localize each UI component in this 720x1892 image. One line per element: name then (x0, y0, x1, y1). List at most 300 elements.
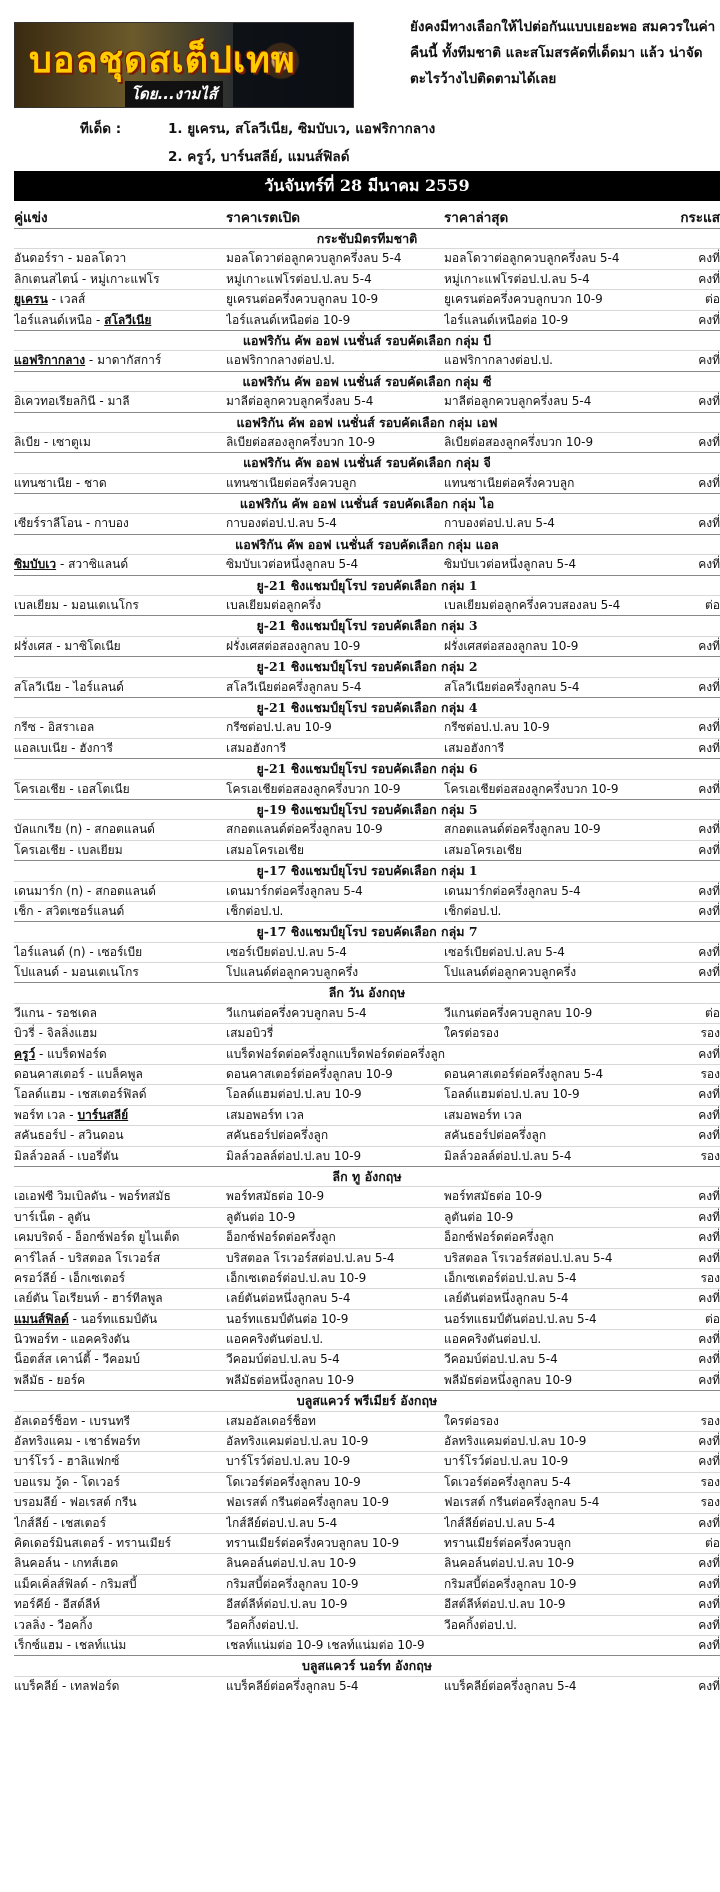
section-heading: บลูสแควร์ นอร์ท อังกฤษ (14, 1655, 720, 1675)
match-cell: ฝรั่งเศส - มาซิโดเนีย (14, 638, 121, 653)
latest-odds-cell: ลินคอล์นต่อป.ป.ลบ 10-9 (444, 1556, 575, 1571)
col-open-odds: ราคาเรตเปิด (226, 210, 301, 226)
table-row (14, 677, 720, 697)
latest-odds-cell: แทนซาเนียต่อครึ่งควบลูก (444, 475, 575, 490)
open-odds-cell: วีคอมบ์ต่อป.ป.ลบ 5-4 (226, 1352, 340, 1367)
table-row (14, 1574, 720, 1594)
open-odds-cell: มอลโดวาต่อลูกควบลูกครึ่งลบ 5-4 (226, 251, 402, 266)
section-heading: แอฟริกัน คัพ ออฟ เนชั่นส์ รอบคัดเลือก กลุ่ม แอล (14, 534, 720, 554)
table-row (14, 1594, 720, 1614)
match-cell: เซียร์ราลีโอน - กาบอง (14, 516, 129, 531)
table-row (14, 1064, 720, 1084)
picked-team: ครูว์ (14, 1046, 36, 1061)
latest-odds-cell: หมู่เกาะแฟโรต่อป.ป.ลบ 5-4 (444, 271, 590, 286)
open-odds-cell: โครเอเชียต่อสองลูกครึ่งบวก 10-9 (226, 781, 401, 796)
match-cell: เช็ก - สวิตเซอร์แลนด์ (14, 903, 125, 918)
article-header (0, 0, 720, 168)
open-odds-cell: เอ็กเซเตอร์ต่อป.ป.ลบ 10-9 (226, 1270, 367, 1285)
match-cell: บัลแกเรีย (n) - สกอตแลนด์ (14, 822, 155, 837)
match-cell: ซิมบับเว - สวาซิแลนด์ (14, 557, 129, 572)
open-odds-cell: อัลทริงแคมต่อป.ป.ลบ 10-9 (226, 1434, 369, 1449)
table-row (14, 1451, 720, 1471)
match-cell: ลินคอล์น - เกทส์เฮด (14, 1556, 119, 1571)
table-row (14, 901, 720, 921)
table-row (14, 554, 720, 574)
open-odds-cell: มิลล์วอลล์ต่อป.ป.ลบ 10-9 (226, 1148, 362, 1163)
match-cell: แอฟริกากลาง - มาดากัสการ์ (14, 353, 162, 368)
match-cell: สโลวีเนีย - ไอร์แลนด์ (14, 679, 124, 694)
section-heading: แอฟริกัน คัพ ออฟ เนชั่นส์ รอบคัดเลือก กลุ่ม ไอ (14, 493, 720, 513)
section-heading: ยู-21 ชิงแชมป์ยุโรป รอบคัดเลือก กลุ่ม 1 (14, 575, 720, 595)
date-banner: วันจันทร์ที่ 28 มีนาคม 2559 (14, 171, 720, 201)
trend-cell: คงที่ (698, 1372, 720, 1387)
match-cell: ไอร์แลนด์ (n) - เซอร์เบีย (14, 944, 143, 959)
latest-odds-cell: ลูตันต่อ 10-9 (444, 1209, 514, 1224)
trend-cell: คงที่ (698, 516, 720, 531)
trend-cell: คงที่ (698, 679, 720, 694)
open-odds-cell: วีอคกิ้งต่อป.ป. (226, 1617, 299, 1632)
picks-label: ทีเด็ด : (80, 121, 122, 137)
open-odds-cell: เซอร์เบียต่อป.ป.ลบ 5-4 (226, 944, 347, 959)
table-row (14, 1553, 720, 1573)
trend-cell: คงที่ (698, 740, 720, 755)
trend-cell: คงที่ (698, 1107, 720, 1122)
match-cell: แบร็คลีย์ - เทลฟอร์ด (14, 1678, 120, 1693)
open-odds-cell: สกอตแลนด์ต่อครึ่งลูกลบ 10-9 (226, 822, 383, 837)
table-row (14, 738, 720, 758)
match-cell: เดนมาร์ก (n) - สกอตแลนด์ (14, 883, 156, 898)
trend-cell: คงที่ (698, 1678, 720, 1693)
table-row (14, 1513, 720, 1533)
table-row (14, 1288, 720, 1308)
latest-odds-cell: วีคอมบ์ต่อป.ป.ลบ 5-4 (444, 1352, 558, 1367)
table-row (14, 1309, 720, 1329)
table-row (14, 248, 720, 268)
trend-cell: คงที่ (698, 1189, 720, 1204)
open-odds-cell: เสมอบิวรี่ (226, 1026, 274, 1041)
trend-cell: คงที่ (698, 1576, 720, 1591)
latest-odds-cell: เช็กต่อป.ป. (444, 903, 502, 918)
latest-odds-cell: อีสต์ลีห์ต่อป.ป.ลบ 10-9 (444, 1597, 566, 1612)
latest-odds-cell: ทรานเมียร์ต่อครึ่งควบลูก (444, 1536, 572, 1550)
open-odds-cell: เดนมาร์กต่อครึ่งลูกลบ 5-4 (226, 883, 363, 898)
latest-odds-cell: กริมสบี้ต่อครึ่งลูกลบ 10-9 (444, 1576, 577, 1591)
odds-table (14, 228, 720, 1696)
table-row (14, 595, 720, 615)
match-cell: อันดอร์รา - มอลโดวา (14, 251, 127, 266)
trend-cell: คงที่ (698, 842, 720, 857)
section-heading: ยู-21 ชิงแชมป์ยุโรป รอบคัดเลือก กลุ่ม 2 (14, 656, 720, 676)
table-row (14, 1492, 720, 1512)
latest-odds-cell: แอฟริกากลางต่อป.ป. (444, 353, 553, 368)
table-row (14, 1268, 720, 1288)
open-odds-cell: กรีซต่อป.ป.ลบ 10-9 (226, 720, 332, 735)
trend-cell: รอง (700, 1026, 720, 1041)
section-heading: กระชับมิตรทีมชาติ (14, 228, 720, 248)
match-cell: บรอมลีย์ - ฟอเรสต์ กรีน (14, 1495, 137, 1510)
match-cell: แมนส์ฟิลด์ - นอร์ทแธมป์ตัน (14, 1311, 158, 1326)
trend-cell: คงที่ (698, 475, 720, 490)
table-row (14, 350, 720, 370)
match-cell: แม็คเคิ่ลส์ฟิลด์ - กริมสบี้ (14, 1576, 137, 1591)
latest-odds-cell: ไอร์แลนด์เหนือต่อ 10-9 (444, 312, 569, 327)
section-heading: ยู-17 ชิงแชมป์ยุโรป รอบคัดเลือก กลุ่ม 7 (14, 921, 720, 941)
trend-cell: คงที่ (698, 1434, 720, 1449)
table-row (14, 840, 720, 860)
table-row (14, 269, 720, 289)
open-odds-cell: สคันธอร์ปต่อครึ่งลูก (226, 1128, 329, 1143)
trend-cell: ต่อ (705, 1311, 720, 1326)
match-cell: อัลทริงแคม - เชาธ์พอร์ท (14, 1434, 141, 1449)
table-row (14, 1329, 720, 1349)
match-cell: คาร์ไลล์ - บริสตอล โรเวอร์ส (14, 1250, 161, 1265)
match-cell: อัลเดอร์ช็อท - เบรนทรี (14, 1413, 131, 1428)
trend-cell: คงที่ (698, 965, 720, 980)
section-heading: ลีก ทู อังกฤษ (14, 1166, 720, 1186)
trend-cell: คงที่ (698, 1291, 720, 1306)
open-odds-cell: โปแลนด์ต่อลูกควบลูกครึ่ง (226, 965, 359, 980)
match-cell: เร็กซ์แฮม - เชลท์แน่ม (14, 1637, 127, 1652)
open-odds-cell: เช็กต่อป.ป. (226, 903, 284, 918)
table-row (14, 1370, 720, 1390)
match-cell: บิวรี่ - จิลลิ่งแฮม (14, 1026, 98, 1041)
latest-odds-cell: เบลเยียมต่อลูกครึ่งควบสองลบ 5-4 (444, 598, 621, 613)
logo-byline: โดย...งามไส้ (125, 81, 223, 107)
open-odds-cell: แทนซาเนียต่อครึ่งควบลูก (226, 475, 357, 490)
latest-odds-cell: ยูเครนต่อครึ่งควบลูกบวก 10-9 (444, 292, 603, 307)
latest-odds-cell: เลย์ตันต่อหนึ่งลูกลบ 5-4 (444, 1291, 569, 1306)
match-cell: โปแลนด์ - มอนเตเนโกร (14, 965, 139, 980)
table-row (14, 289, 720, 309)
table-row (14, 1635, 720, 1655)
table-row (14, 779, 720, 799)
latest-odds-cell: อัลทริงแคมต่อป.ป.ลบ 10-9 (444, 1434, 587, 1449)
trend-cell: คงที่ (698, 1087, 720, 1102)
match-cell: แทนซาเนีย - ชาด (14, 475, 107, 490)
open-odds-cell: กริมสบี้ต่อครึ่งลูกลบ 10-9 (226, 1576, 359, 1591)
table-row (14, 1044, 720, 1064)
top-picks (80, 115, 435, 171)
trend-cell: รอง (700, 1413, 720, 1428)
latest-odds-cell: ใครต่อรอง (444, 1413, 499, 1428)
latest-odds-cell: โปแลนด์ต่อลูกควบลูกครึ่ง (444, 965, 577, 980)
intro-text: ยังคงมีทางเลือกให้ไปต่อกันแบบเยอะพอ สมควรในค่าคืนนี้ ทั้งทีมชาติ และสโมสรคัดที่เด็ดมา แล้ว น่าจัดตะไรว้างไปติดตามได้เลย (410, 19, 716, 87)
trend-cell: คงที่ (698, 1128, 720, 1143)
trend-cell: คงที่ (698, 822, 720, 837)
open-odds-cell: เบลเยียมต่อลูกครึ่ง (226, 598, 322, 613)
trend-cell: คงที่ (698, 1250, 720, 1265)
open-odds-cell: ลิเบียต่อสองลูกครึ่งบวก 10-9 (226, 434, 376, 449)
picked-team: แอฟริกากลาง (14, 353, 86, 368)
table-row (14, 881, 720, 901)
match-cell: เลย์ตัน โอเรียนท์ - ฮาร์ทีลพูล (14, 1291, 163, 1306)
match-cell: ดอนคาสเตอร์ - แบล็คพูล (14, 1067, 143, 1082)
match-cell: วีแกน - รอชเดล (14, 1005, 97, 1020)
open-odds-cell: ทรานเมียร์ต่อครึ่งควบลูกลบ 10-9 (226, 1536, 400, 1550)
match-cell: ครอว์ลีย์ - เอ็กเซเตอร์ (14, 1270, 126, 1285)
section-heading: บลูสแควร์ พรีเมียร์ อังกฤษ (14, 1390, 720, 1410)
latest-odds-cell: มาลีต่อลูกควบลูกครึ่งลบ 5-4 (444, 394, 592, 409)
latest-odds-cell: วีอคกิ้งต่อป.ป. (444, 1617, 517, 1632)
table-row (14, 1227, 720, 1247)
match-cell: ครูว์ - แบร็ดฟอร์ด (14, 1046, 107, 1061)
latest-odds-cell: อ็อกซ์ฟอร์ดต่อครึ่งลูก (444, 1230, 554, 1245)
trend-cell: คงที่ (698, 1556, 720, 1571)
open-odds-cell: เสมอพอร์ท เวล (226, 1107, 305, 1122)
table-row (14, 1411, 720, 1431)
open-odds-cell: เสมออัลเดอร์ช็อท (226, 1413, 316, 1428)
trend-cell: รอง (700, 1148, 720, 1163)
picked-team: ซิมบับเว (14, 557, 57, 572)
trend-cell: ต่อ (705, 598, 720, 613)
open-odds-cell: ไกส์ลีย์ต่อป.ป.ลบ 5-4 (226, 1515, 338, 1530)
table-row (14, 1023, 720, 1043)
trend-cell: รอง (700, 1067, 720, 1082)
open-odds-cell: ฟอเรสต์ กรีนต่อครึ่งลูกลบ 10-9 (226, 1495, 390, 1510)
col-trend: กระแส (680, 210, 720, 226)
match-cell: เอเอฟซี วิมเบิลดัน - พอร์ทสมัธ (14, 1189, 171, 1204)
open-odds-cell: แอคคริงตันต่อป.ป. (226, 1332, 324, 1347)
latest-odds-cell: ฝรั่งเศสต่อสองลูกลบ 10-9 (444, 638, 579, 653)
table-row (14, 391, 720, 411)
trend-cell: คงที่ (698, 434, 720, 449)
match-cell: สคันธอร์ป - สวินดอน (14, 1128, 124, 1143)
trend-cell: คงที่ (698, 1617, 720, 1632)
trend-cell: คงที่ (698, 271, 720, 286)
match-cell: ไอร์แลนด์เหนือ - สโลวีเนีย (14, 312, 152, 327)
open-odds-cell: โอลด์แฮมต่อป.ป.ลบ 10-9 (226, 1087, 362, 1102)
latest-odds-cell: เสมอฮังการี (444, 740, 505, 755)
match-cell: มิลล์วอลล์ - เบอรี่ตัน (14, 1148, 119, 1163)
table-row (14, 819, 720, 839)
table-row (14, 1615, 720, 1635)
latest-odds-cell: แบร็คลีย์ต่อครึ่งลูกลบ 5-4 (444, 1678, 577, 1693)
section-heading: ยู-17 ชิงแชมป์ยุโรป รอบคัดเลือก กลุ่ม 1 (14, 860, 720, 880)
table-row (14, 513, 720, 533)
latest-odds-cell: เสมอโครเอเชีย (444, 842, 523, 857)
latest-odds-cell: เซอร์เบียต่อป.ป.ลบ 5-4 (444, 944, 565, 959)
table-row (14, 1472, 720, 1492)
match-cell: ทอร์คีย์ - อีสต์ลีห์ (14, 1597, 101, 1612)
match-cell: ลิเบีย - เซาตูเม (14, 434, 91, 449)
table-row (14, 473, 720, 493)
column-logo (14, 22, 354, 108)
trend-cell: คงที่ (698, 1209, 720, 1224)
latest-odds-cell: พลีมัธต่อหนึ่งลูกลบ 10-9 (444, 1372, 573, 1387)
trend-cell: คงที่ (698, 1230, 720, 1245)
table-row (14, 310, 720, 330)
trend-cell: ต่อ (705, 292, 720, 307)
section-heading: ยู-21 ชิงแชมป์ยุโรป รอบคัดเลือก กลุ่ม 4 (14, 697, 720, 717)
trend-cell: คงที่ (698, 781, 720, 796)
open-odds-cell: พลีมัธต่อหนึ่งลูกลบ 10-9 (226, 1372, 355, 1387)
latest-odds-cell: ดอนคาสเตอร์ต่อครึ่งลูกลบ 5-4 (444, 1067, 604, 1082)
match-cell: เบลเยียม - มอนเตเนโกร (14, 598, 139, 613)
trend-cell: คงที่ (698, 1515, 720, 1530)
table-row (14, 1533, 720, 1553)
latest-odds-cell: สคันธอร์ปต่อครึ่งลูก (444, 1128, 547, 1143)
trend-cell: คงที่ (698, 312, 720, 327)
trend-cell: คงที่ (698, 1046, 720, 1061)
match-cell: พอร์ท เวล - บาร์นสลีย์ (14, 1107, 129, 1122)
latest-odds-cell: แอคคริงตันต่อป.ป. (444, 1332, 542, 1347)
section-heading: ยู-21 ชิงแชมป์ยุโรป รอบคัดเลือก กลุ่ม 3 (14, 615, 720, 635)
open-odds-cell: บาร์โรว์ต่อป.ป.ลบ 10-9 (226, 1454, 351, 1469)
open-odds-cell: วีแกนต่อครึ่งควบลูกลบ 5-4 (226, 1005, 367, 1020)
section-heading: แอฟริกัน คัพ ออฟ เนชั่นส์ รอบคัดเลือก กลุ่ม บี (14, 330, 720, 350)
open-odds-cell: สโลวีเนียต่อครึ่งลูกลบ 5-4 (226, 679, 362, 694)
section-heading: แอฟริกัน คัพ ออฟ เนชั่นส์ รอบคัดเลือก กลุ่ม เอฟ (14, 412, 720, 432)
open-odds-cell: ไอร์แลนด์เหนือต่อ 10-9 (226, 312, 351, 327)
latest-odds-cell: กาบองต่อป.ป.ลบ 5-4 (444, 516, 555, 531)
latest-odds-cell: โครเอเชียต่อสองลูกครึ่งบวก 10-9 (444, 781, 619, 796)
trend-cell: ต่อ (705, 1005, 720, 1020)
table-row (14, 717, 720, 737)
match-cell: ลิกเตนสไตน์ - หมู่เกาะแฟโร (14, 271, 160, 286)
open-odds-cell: เลย์ตันต่อหนึ่งลูกลบ 5-4 (226, 1291, 351, 1306)
match-cell: บาร์โรว์ - ฮาลิแฟกซ์ (14, 1454, 120, 1469)
table-row (14, 1676, 720, 1696)
match-cell: เคมบริดจ์ - อ็อกซ์ฟอร์ด ยูไนเต็ด (14, 1230, 180, 1245)
latest-odds-cell: เสมอพอร์ท เวล (444, 1107, 523, 1122)
trend-cell: คงที่ (698, 903, 720, 918)
latest-odds-cell: มิลล์วอลล์ต่อป.ป.ลบ 5-4 (444, 1148, 572, 1163)
open-odds-cell: อ็อกซ์ฟอร์ดต่อครึ่งลูก (226, 1230, 336, 1245)
table-row (14, 432, 720, 452)
table-row (14, 1248, 720, 1268)
trend-cell: คงที่ (698, 1597, 720, 1612)
table-row (14, 1207, 720, 1227)
latest-odds-cell: โอลด์แฮมต่อป.ป.ลบ 10-9 (444, 1087, 580, 1102)
open-odds-cell: ยูเครนต่อครึ่งควบลูกลบ 10-9 (226, 292, 379, 307)
trend-cell: คงที่ (698, 883, 720, 898)
trend-cell: คงที่ (698, 1332, 720, 1347)
table-row (14, 942, 720, 962)
latest-odds-cell: ฟอเรสต์ กรีนต่อครึ่งลูกลบ 5-4 (444, 1495, 600, 1510)
trend-cell: คงที่ (698, 944, 720, 959)
latest-odds-cell: สกอตแลนด์ต่อครึ่งลูกลบ 10-9 (444, 822, 601, 837)
trend-cell: คงที่ (698, 251, 720, 266)
latest-odds-cell: สโลวีเนียต่อครึ่งลูกลบ 5-4 (444, 679, 580, 694)
col-match: คู่แข่ง (14, 210, 48, 226)
picked-team: สโลวีเนีย (104, 312, 152, 327)
match-cell: นิวพอร์ท - แอคคริงตัน (14, 1332, 130, 1347)
section-heading: ยู-19 ชิงแชมป์ยุโรป รอบคัดเลือก กลุ่ม 5 (14, 799, 720, 819)
open-odds-cell: โดเวอร์ต่อครึ่งลูกลบ 10-9 (226, 1474, 361, 1489)
pick-2: 2. ครูว์, บาร์นสลีย์, แมนส์ฟิลด์ (168, 149, 350, 165)
picked-team: ยูเครน (14, 292, 48, 307)
trend-cell: ต่อ (705, 1536, 720, 1550)
section-heading: แอฟริกัน คัพ ออฟ เนชั่นส์ รอบคัดเลือก กลุ่ม จี (14, 452, 720, 472)
picked-team: บาร์นสลีย์ (77, 1107, 129, 1122)
table-row (14, 636, 720, 656)
open-odds-cell: เชลท์แน่มต่อ 10-9 เชลท์แน่มต่อ 10-9 (226, 1637, 425, 1652)
latest-odds-cell: พอร์ทสมัธต่อ 10-9 (444, 1189, 543, 1204)
match-cell: กรีซ - อิสราเอล (14, 720, 95, 735)
latest-odds-cell: เอ็กเซเตอร์ต่อป.ป.ลบ 5-4 (444, 1270, 577, 1285)
table-row (14, 1125, 720, 1145)
table-row (14, 1146, 720, 1166)
logo-title: บอลชุดสเต็ปเทพ (29, 40, 296, 81)
match-cell: น็อตส์ส เคาน์ตี้ - วีคอมบ์ (14, 1352, 140, 1367)
open-odds-cell: บริสตอล โรเวอร์สต่อป.ป.ลบ 5-4 (226, 1250, 395, 1265)
match-cell: พลีมัธ - ยอร์ค (14, 1372, 86, 1387)
column-headers (14, 206, 720, 226)
open-odds-cell: ซิมบับเวต่อหนึ่งลูกลบ 5-4 (226, 557, 359, 572)
match-cell: ไกส์ลีย์ - เชสเตอร์ (14, 1515, 107, 1530)
match-cell: โครเอเชีย - เอสโตเนีย (14, 781, 130, 796)
open-odds-cell: หมู่เกาะแฟโรต่อป.ป.ลบ 5-4 (226, 271, 372, 286)
open-odds-cell: อีสต์ลีห์ต่อป.ป.ลบ 10-9 (226, 1597, 348, 1612)
match-cell: บอแรม วู้ด - โดเวอร์ (14, 1474, 120, 1489)
trend-cell: คงที่ (698, 720, 720, 735)
latest-odds-cell: บริสตอล โรเวอร์สต่อป.ป.ลบ 5-4 (444, 1250, 613, 1265)
trend-cell: รอง (700, 1270, 720, 1285)
latest-odds-cell: โดเวอร์ต่อครึ่งลูกลบ 5-4 (444, 1474, 572, 1489)
match-cell: โอลด์แฮม - เชสเตอร์ฟิลด์ (14, 1087, 147, 1102)
open-odds-cell: กาบองต่อป.ป.ลบ 5-4 (226, 516, 337, 531)
trend-cell: คงที่ (698, 1352, 720, 1367)
trend-cell: รอง (700, 1474, 720, 1489)
table-row (14, 1431, 720, 1451)
open-odds-cell: มาลีต่อลูกควบลูกครึ่งลบ 5-4 (226, 394, 374, 409)
section-heading: ลีก วัน อังกฤษ (14, 982, 720, 1002)
table-row (14, 1186, 720, 1206)
picked-team: แมนส์ฟิลด์ (14, 1311, 69, 1326)
open-odds-cell: ดอนคาสเตอร์ต่อครึ่งลูกลบ 10-9 (226, 1067, 393, 1082)
trend-cell: คงที่ (698, 1637, 720, 1652)
latest-odds-cell: มอลโดวาต่อลูกควบลูกครึ่งลบ 5-4 (444, 251, 620, 266)
trend-cell: คงที่ (698, 638, 720, 653)
trend-cell: คงที่ (698, 557, 720, 572)
table-row (14, 1105, 720, 1125)
match-cell: โครเอเชีย - เบลเยียม (14, 842, 123, 857)
trend-cell: คงที่ (698, 1454, 720, 1469)
pick-1: 1. ยูเครน, สโลวีเนีย, ซิมบับเว, แอฟริกากลาง (168, 121, 436, 137)
latest-odds-cell: ไกส์ลีย์ต่อป.ป.ลบ 5-4 (444, 1515, 556, 1530)
match-cell: แอลเบเนีย - ฮังการี (14, 740, 113, 755)
latest-odds-cell: ลิเบียต่อสองลูกครึ่งบวก 10-9 (444, 434, 594, 449)
latest-odds-cell: วีแกนต่อครึ่งควบลูกลบ 10-9 (444, 1005, 593, 1020)
table-row (14, 1349, 720, 1369)
latest-odds-cell: กรีซต่อป.ป.ลบ 10-9 (444, 720, 550, 735)
section-heading: แอฟริกัน คัพ ออฟ เนชั่นส์ รอบคัดเลือก กลุ่ม ซี (14, 371, 720, 391)
open-odds-cell: พอร์ทสมัธต่อ 10-9 (226, 1189, 325, 1204)
match-cell: เวลลิ่ง - วีอคกิ้ง (14, 1617, 93, 1632)
latest-odds-cell: เดนมาร์กต่อครึ่งลูกลบ 5-4 (444, 883, 581, 898)
table-row (14, 1003, 720, 1023)
latest-odds-cell: บาร์โรว์ต่อป.ป.ลบ 10-9 (444, 1454, 569, 1469)
open-odds-cell: ลินคอล์นต่อป.ป.ลบ 10-9 (226, 1556, 357, 1571)
table-row (14, 962, 720, 982)
open-odds-cell: ลูตันต่อ 10-9 (226, 1209, 296, 1224)
open-odds-cell: เสมอโครเอเชีย (226, 842, 305, 857)
latest-odds-cell: ใครต่อรอง (444, 1026, 499, 1041)
match-cell: คิดเดอร์มินสเตอร์ - ทรานเมียร์ (14, 1536, 172, 1550)
latest-odds-cell: ซิมบับเวต่อหนึ่งลูกลบ 5-4 (444, 557, 577, 572)
latest-odds-cell: นอร์ทแธมป์ตันต่อป.ป.ลบ 5-4 (444, 1311, 597, 1326)
section-heading: ยู-21 ชิงแชมป์ยุโรป รอบคัดเลือก กลุ่ม 6 (14, 758, 720, 778)
match-cell: ยูเครน - เวลส์ (14, 292, 86, 307)
open-odds-cell: แบร็ดฟอร์ดต่อครึ่งลูกแบร็ดฟอร์ดต่อครึ่งลูก (226, 1046, 445, 1061)
col-latest-odds: ราคาล่าสุด (444, 210, 509, 226)
match-cell: บาร์เน็ต - ลูตัน (14, 1209, 91, 1224)
match-cell: อิเควทอเรียลกินี - มาลี (14, 394, 130, 409)
open-odds-cell: นอร์ทแธมป์ตันต่อ 10-9 (226, 1311, 349, 1326)
trend-cell: คงที่ (698, 394, 720, 409)
open-odds-cell: ฝรั่งเศสต่อสองลูกลบ 10-9 (226, 638, 361, 653)
open-odds-cell: แอฟริกากลางต่อป.ป. (226, 353, 335, 368)
